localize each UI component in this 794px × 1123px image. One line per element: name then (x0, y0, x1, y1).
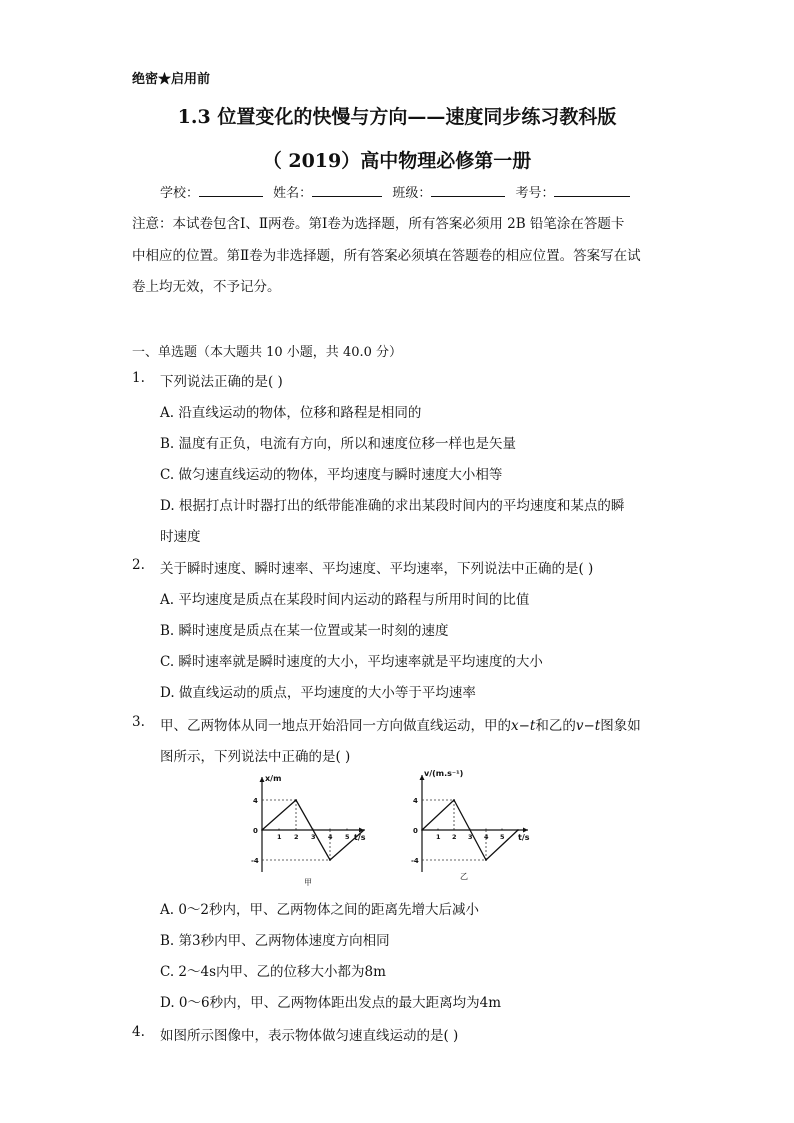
question-2-number: 2. (132, 557, 145, 573)
chart-yi-vt-graph (410, 767, 540, 889)
question-4-number: 4. (132, 1024, 145, 1040)
data-point (329, 859, 331, 861)
class-blank (431, 184, 505, 197)
x-tick-label: 1 (436, 833, 441, 841)
x-axis-label: t/s (518, 833, 530, 842)
y-tick-label: 4 (253, 797, 258, 805)
name-label: 姓名： (273, 186, 313, 201)
x-tick-label: 5 (500, 833, 505, 841)
data-point (517, 829, 519, 831)
question-3-text: 甲、乙两物体从同一地点开始沿同一方向做直线运动，甲的x−t和乙的v−t图象如 (160, 718, 641, 734)
data-point (485, 859, 487, 861)
x-axis-label: t/s (354, 833, 366, 842)
y-tick-label: -4 (411, 857, 419, 865)
x-tick-label: 3 (468, 833, 473, 841)
question-3-option-d[interactable]: D. 0～6秒内，甲、乙两物体距出发点的最大距离均为4m (160, 995, 501, 1011)
data-point (453, 799, 455, 801)
x-axis-arrow (523, 828, 528, 833)
question-1-option-a[interactable]: A. 沿直线运动的物体，位移和路程是相同的 (160, 405, 422, 421)
question-2-option-b[interactable]: B. 瞬时速度是质点在某一位置或某一时刻的速度 (160, 623, 449, 639)
x-tick-label: 4 (328, 833, 333, 841)
question-3-number: 3. (132, 714, 145, 730)
chart-jia-xt-graph (252, 771, 372, 893)
x-tick-label: 1 (277, 833, 282, 841)
y-tick-label: -4 (251, 857, 259, 865)
confidential-label: 绝密★启用前 (132, 72, 211, 87)
data-point (421, 829, 423, 831)
x-tick-label: 3 (311, 833, 316, 841)
question-1-option-c[interactable]: C. 做匀速直线运动的物体，平均速度与瞬时速度大小相等 (160, 467, 503, 483)
exam-no-blank (554, 184, 630, 197)
question-2-option-a[interactable]: A. 平均速度是质点在某段时间内运动的路程与所用时间的比值 (160, 592, 530, 608)
chart-caption: 甲 (304, 878, 312, 887)
data-point (363, 829, 365, 831)
origin-label: 0 (253, 827, 258, 835)
x-tick-label: 4 (484, 833, 489, 841)
chart-caption: 乙 (460, 872, 468, 881)
question-4-text: 如图所示图像中，表示物体做匀速直线运动的是( ) (160, 1028, 459, 1044)
info-fields (160, 182, 636, 201)
y-tick-label: 4 (413, 797, 418, 805)
question-1-number: 1. (132, 370, 145, 386)
school-blank (199, 184, 263, 197)
class-label: 班级： (392, 186, 432, 201)
y-axis-label: v/(m.s⁻¹) (424, 769, 464, 778)
page-title-line-2: （ 2019）高中物理必修第一册 (262, 150, 532, 172)
question-1-option-d[interactable]: D. 根据打点计时器打出的纸带能准确的求出某段时间内的平均速度和某点的瞬 (160, 498, 625, 514)
notice-line-1: 注意：本试卷包含Ⅰ、Ⅱ两卷。第Ⅰ卷为选择题，所有答案必须用 2B 铅笔涂在答题卡 (132, 216, 625, 232)
question-1-option-b[interactable]: B. 温度有正负，电流有方向，所以和速度位移一样也是矢量 (160, 436, 517, 452)
question-3-option-c[interactable]: C. 2～4s内甲、乙的位移大小都为8m (160, 964, 386, 980)
question-1-option-d-cont: 时速度 (160, 529, 201, 545)
x-tick-label: 2 (452, 833, 457, 841)
exam-no-label: 考号： (515, 186, 555, 201)
notice-line-2: 中相应的位置。第Ⅱ卷为非选择题，所有答案必须填在答题卷的相应位置。答案写在试 (132, 248, 641, 264)
data-point (295, 799, 297, 801)
page-title-line-1: 1.3 位置变化的快慢与方向——速度同步练习教科版 (177, 106, 617, 128)
y-axis-arrow (260, 777, 265, 782)
notice-line-3: 卷上均无效，不予记分。 (132, 279, 281, 295)
question-3-option-a[interactable]: A. 0～2秒内，甲、乙两物体之间的距离先增大后减小 (160, 902, 480, 918)
origin-label: 0 (413, 827, 418, 835)
question-2-option-d[interactable]: D. 做直线运动的质点，平均速度的大小等于平均速率 (160, 685, 476, 701)
data-point (261, 829, 263, 831)
question-2-text: 关于瞬时速度、瞬时速率、平均速度、平均速率，下列说法中正确的是( ) (160, 561, 594, 577)
x-tick-label: 2 (294, 833, 299, 841)
question-2-option-c[interactable]: C. 瞬时速率就是瞬时速度的大小，平均速率就是平均速度的大小 (160, 654, 543, 670)
section-title: 一、单选题（本大题共 10 小题，共 40.0 分） (132, 345, 403, 360)
xt-symbol: x−t (511, 718, 536, 734)
name-blank (312, 184, 382, 197)
question-3-text-line-2: 图所示，下列说法中正确的是( ) (160, 749, 351, 765)
y-axis-label: x/m (265, 774, 282, 783)
question-3-option-b[interactable]: B. 第3秒内甲、乙两物体速度方向相同 (160, 933, 390, 949)
question-1-text: 下列说法正确的是( ) (160, 374, 283, 390)
x-tick-label: 5 (345, 833, 350, 841)
school-label: 学校： (160, 186, 200, 201)
vt-symbol: v−t (575, 718, 601, 734)
